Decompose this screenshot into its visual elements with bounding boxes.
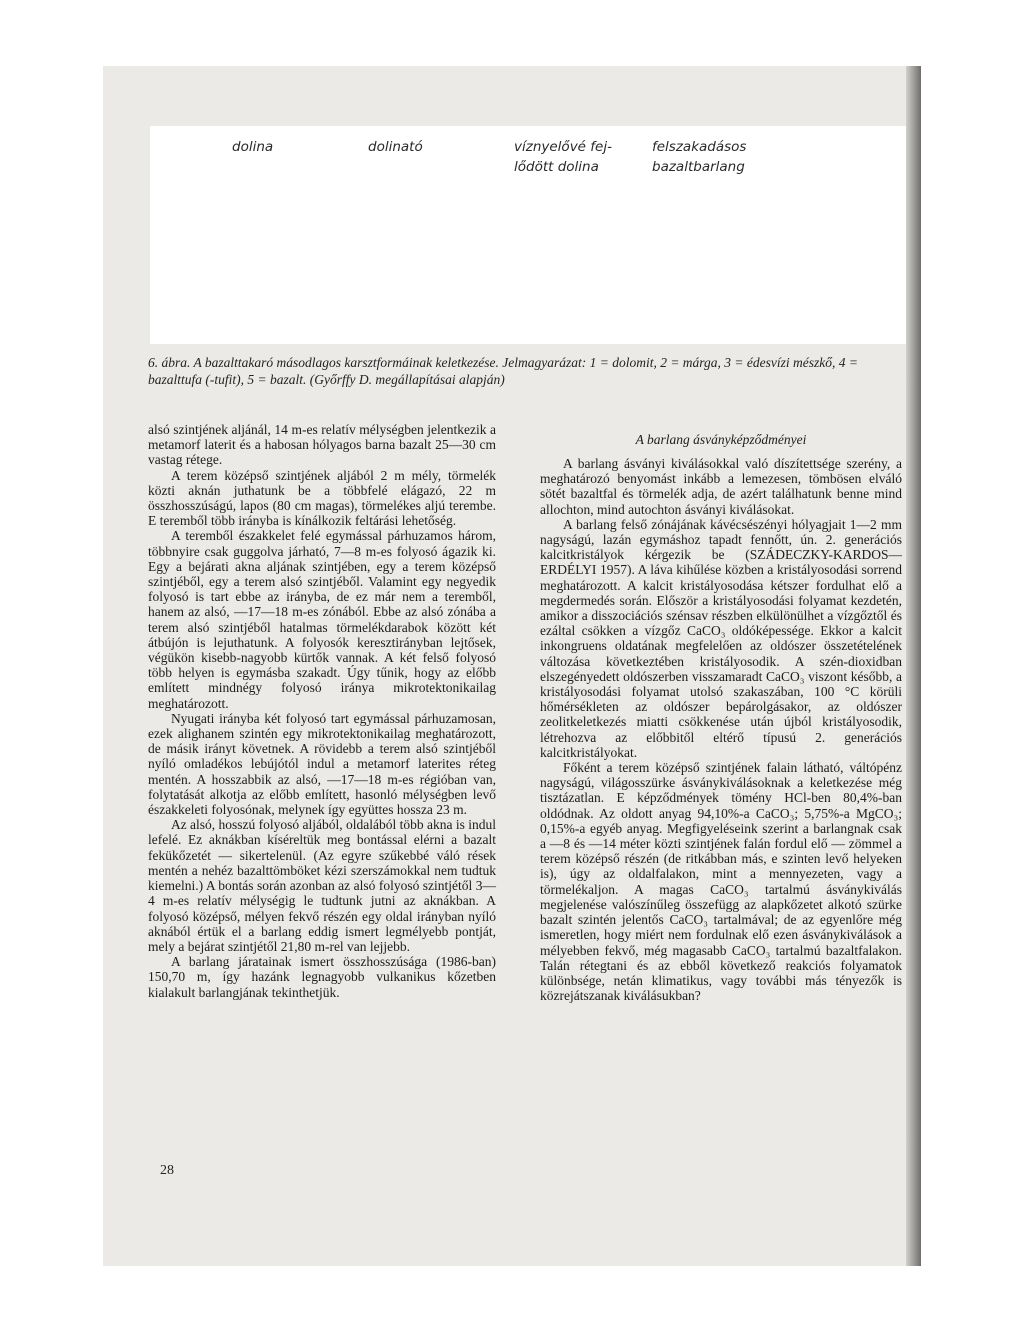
figure-label-viznyelo-dolina: víznyelővé fej- lődött dolina [514,139,612,175]
scan-page-edge-shadow [906,66,921,1266]
paragraph: alsó szintjének aljánál, 14 m-es relatív mélységben jelentkezik a metamorf laterit és a habosan hólyagos barna bazalt 25—30 cm vastag rétege. [148,422,496,468]
figure-label-dolina: dolina [232,139,274,155]
paragraph: Nyugati irányba két folyosó tart egymással párhuzamosan, ezek alighanem szintén egy mikrotektonikailag meghatározott, de másik irányt követnek. A rövidebb a terem alsó szintjéből nyíló omladékos lebújótól indul a metamorf laterites réteg mentén. A hosszabbik az alsó, —17—18 m-es régióban van, folytatását alkotja az előbb említett, hasonló mélységben levő északkeleti folyosónak, melynek így együttes hossza 23 m. [148,710,496,818]
section-heading: A barlang ásványképződményei [635,432,807,447]
figure-label-dolinato: dolinató [368,139,423,155]
paragraph: A terem középső szintjének aljából 2 m mély, törmelék közti aknán juthatunk be a többfelé elágazó, 22 m összhosszúságú, lapos (80 cm magas), törmelékes aljú terembe. E teremből több irányba is kínálkozik feltárási lehetőség. [148,467,496,529]
paragraph: A teremből északkelet felé egymással párhuzamos három, többnyire csak guggolva járható, 7—8 m-es folyosó ágazik ki. Egy a bejárati akna aljának szintjében, egy a terem középső szintjéből, egy a terem alsó szintjéből. Valamint egy negyedik folyosó is tart ebbe az irányba, de ez már nem a teremből, hanem az alsó, —17—18 m-es zónából. Ebbe az alsó zónába a terem alsó szintjéből hatalmas törmelékdarabok között két átbújón is lejuthatunk. A folyosók keresztirányban lejtősek, végükön kisebb-nagyobb kürtők vannak. A két felső folyosó több helyen is egymásba szakadt. Úgy tűnik, hogy az előbb említett mindnégy folyosó iránya mikrotektonikailag meghatározott. [148,528,496,711]
paragraph: A barlang ásványi kiválásokkal való díszítettsége szerény, a meghatározó benyomást inkább a lemezesen, tömbösen elváló sötét bazaltfal és törmelék adja, de azért találhatunk benne mind allochton, mind autochton ásványi kiválásokat. [540,456,902,517]
figure-label-felszakadasos-bazaltbarlang: felszakadásos bazaltbarlang [652,139,747,175]
figure-caption: 6. ábra. A bazalttakaró másodlagos karsztformáinak keletkezése. Jelmagyarázat: 1 = dolomit, 2 = márga, 3 = édesvízi mészkő, 4 = bazalttufa (-tufit), 5 = bazalt. (Győrffy D. megállapításai alapján) [148,355,858,387]
page-number: 28 [160,1163,174,1178]
paragraph: A barlang járatainak ismert összhosszúsága (1986-ban) 150,70 m, így hazánk legnagyobb vulkanikus kőzetben kialakult barlangjának tekinthetjük. [148,954,496,1000]
right-text-column [540,422,902,1003]
paragraph: Az alsó, hosszú folyosó aljából, oldalából több akna is indul lefelé. Ez aknákban kíséreltük meg bontással elérni a bazalt fekükőzetét — sikertelenül. (Az egyre szűkebbé váló rések mentén a nehéz bazalttömböket kézi szerszámokkal nem tudtuk kiemelni.) A bontás során azonban az alsó folyosó szintjétől 3—4 m-es relatív mélységig le tudtunk jutni az aknákban. A folyosó középső, mélyen fekvő részén egy oldal irányban nyíló aknából értük el a barlang eddig ismert legmélyebb pontját, mely a bejárat szintjétől 21,80 m-rel van lejjebb. [148,817,497,954]
paragraph: A barlang felső zónájának kávécsészényi hólyagjait 1—2 mm nagyságú, lazán egymáshoz tapadt fennőtt, ún. 2. generációs kalcitkristályok kérgezik be (SZÁDECZKY-KARDOS—ERDÉLYI 1957). A láva kihűlése közben a kristályosodási sorrend meghatározott. A kalcit kristályosodása kétszer fordulhat elő a megdermedés során. Először a kristályosodási folyamat kezdetén, amikor a disszociációs szénsav részben elkülönülhet a vízgőztől és ezáltal csökken a vízgőz CaCO₃ oldóképessége. Ekkor a kalcit inkongruens oldatának megfelelően az oldószer összetételének változása következtében kristályosodik. A szén-dioxidban elszegényedett oldószerben visszamaradt CaCO₃ viszont később, a kristályosodási folyamat utolsó szakaszában, 100 °C körüli hőmérsékleten az oldószer bepárolgásakor, az oldószer zeolitkeletkezés miatti csökkenése után újból kristályosodik, létrehozva az előbbitől eltérő típusú 2. generációs kalcitkristályokat. [540,516,902,760]
left-text-column [148,422,496,1000]
paragraph: Főként a terem középső szintjének falain látható, váltópénz nagyságú, világosszürke ásványkiválásoknak a keletkezése még tisztázatlan. E képződmények tömény HCl-ben 80,4%-ban oldódnak. Az oldott anyag 94,10%-a CaCO₃; 5,75%-a MgCO₃; 0,15%-a egyéb anyag. Megfigyeléseink szerint a barlangnak csak a —8 és —14 méter közti szintjének falán fordul elő — zömmel a terem középső részén (de ritkábban más, e szinten levő helyeken is), úgy az oldalfalakon, mint a mennyezeten, vagy a törmelékaljon. A magas CaCO₃ tartalmú ásványkiválás megjelenése valószínűleg összefügg az alapkőzetet alkotó szürke bazalt szintén jelentős CaCO₃ tartalmával; de az egyenlőre még ismeretlen, hogy miért nem fordulnak elő ezen ásványkiválások a mélyebben fekvő, még magasabb CaCO₃ tartalmú bazaltfalakon. Talán rétegtani és az ebből következő reakciós folyamatok különbsége, netán klimatikus, vagy további más tényezők is közrejátszanak kiválásukban? [540,760,902,1004]
